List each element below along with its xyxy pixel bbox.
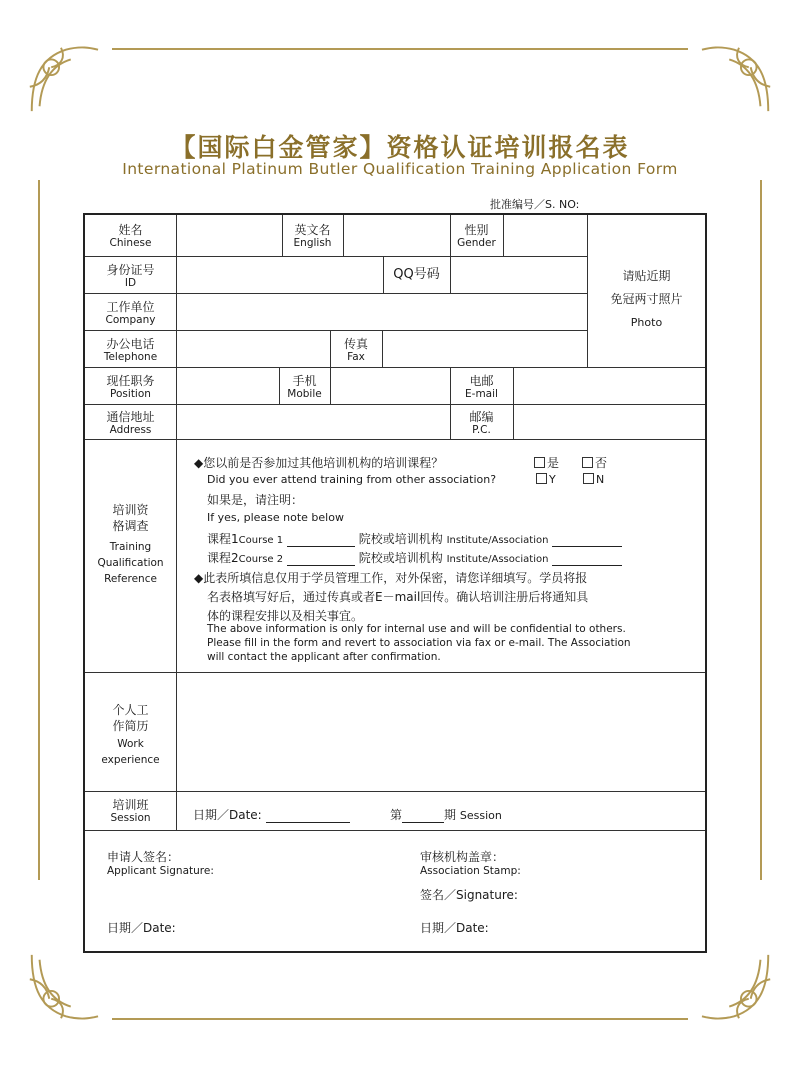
association-date-label: 日期／Date: bbox=[420, 921, 489, 935]
qq-input[interactable] bbox=[451, 257, 587, 293]
corner-ornament-top-left bbox=[22, 38, 100, 116]
association-signature-label: 签名／Signature: bbox=[420, 888, 518, 902]
if-yes-label-cn: 如果是，请注明： bbox=[207, 493, 304, 507]
note-en-line-3: will contact the applicant after confirmation. bbox=[207, 651, 441, 663]
note-cn-line-2: 名表格填写好后，通过传真或者E－mail回传。确认培训注册后将通知具 bbox=[207, 590, 589, 604]
address-input[interactable] bbox=[177, 405, 450, 439]
page-title: 【国际白金管家】资格认证培训报名表 bbox=[170, 133, 630, 162]
name-label: 姓名 Chinese bbox=[109, 223, 152, 249]
address-label: 通信地址 Address bbox=[106, 410, 155, 436]
previous-training-no-cn[interactable]: 否 bbox=[582, 454, 607, 471]
company-label: 工作单位 Company bbox=[105, 300, 156, 326]
postal-code-input[interactable] bbox=[514, 405, 705, 439]
photo-area[interactable]: 请贴近期 免冠两寸照片 Photo bbox=[610, 269, 683, 329]
page-subtitle: International Platinum Butler Qualification Training Application Form bbox=[122, 160, 678, 178]
course-2-input[interactable] bbox=[287, 565, 355, 566]
mobile-label: 手机 Mobile bbox=[287, 374, 322, 400]
fax-input[interactable] bbox=[383, 331, 587, 367]
corner-ornament-bottom-right bbox=[700, 950, 778, 1028]
english-name-input[interactable] bbox=[344, 215, 450, 256]
company-input[interactable] bbox=[177, 294, 587, 330]
training-label: 培训资 格调查 Training Qualification Reference bbox=[97, 503, 164, 585]
name-input[interactable] bbox=[177, 215, 282, 256]
english-name-label: 英文名 English bbox=[293, 223, 332, 249]
work-experience-input[interactable] bbox=[177, 673, 705, 791]
previous-training-yes-en[interactable]: Y bbox=[536, 473, 556, 486]
corner-ornament-top-right bbox=[700, 38, 778, 116]
session-label: 培训班 Session bbox=[110, 798, 151, 824]
previous-training-question-cn: ◆您以前是否参加过其他培训机构的培训课程？ bbox=[194, 456, 444, 470]
applicant-signature-label: 申请人签名： Applicant Signature: bbox=[107, 850, 214, 877]
note-cn-line-1: ◆此表所填信息仅用于学员管理工作，对外保密，请您详细填写。学员将报 bbox=[194, 571, 588, 585]
session-date-row: 日期／Date: bbox=[193, 806, 350, 823]
position-label: 现任职务 Position bbox=[106, 374, 155, 400]
work-experience-label: 个人工 作简历 Work experience bbox=[101, 703, 160, 766]
frame-bottom-line bbox=[112, 1018, 688, 1020]
note-en-line-2: Please fill in the form and revert to association via fax or e-mail. The Association bbox=[207, 637, 631, 649]
note-cn-line-3: 体的课程安排以及相关事宜。 bbox=[207, 609, 364, 623]
session-date-input[interactable] bbox=[266, 822, 350, 823]
telephone-label: 办公电话 Telephone bbox=[103, 337, 158, 363]
session-number-input[interactable] bbox=[402, 822, 444, 823]
frame-left-line bbox=[38, 180, 40, 880]
note-en-line-1: The above information is only for internal use and will be confidential to others. bbox=[207, 623, 626, 635]
id-input[interactable] bbox=[177, 257, 383, 293]
association-stamp-label: 审核机构盖章： Association Stamp: bbox=[420, 850, 521, 877]
fax-label: 传真 Fax bbox=[343, 337, 368, 363]
course-1-row: 课程1Course 1 院校或培训机构 Institute/Association bbox=[207, 530, 622, 547]
id-label: 身份证号 ID bbox=[106, 263, 155, 289]
applicant-date-label: 日期／Date: bbox=[107, 921, 176, 935]
gender-input[interactable] bbox=[504, 215, 587, 256]
email-label: 电邮 E-mail bbox=[465, 374, 498, 400]
application-form bbox=[83, 213, 707, 953]
frame-right-line bbox=[760, 180, 762, 880]
corner-ornament-bottom-left bbox=[22, 950, 100, 1028]
institute-2-input[interactable] bbox=[552, 565, 622, 566]
course-2-row: 课程2Course 2 院校或培训机构 Institute/Association bbox=[207, 549, 622, 566]
position-input[interactable] bbox=[177, 368, 279, 404]
approval-number-label: 批准编号／S. NO: bbox=[490, 198, 580, 211]
frame-top-line bbox=[112, 48, 688, 50]
email-input[interactable] bbox=[514, 368, 705, 404]
telephone-input[interactable] bbox=[177, 331, 330, 367]
postal-code-label: 邮编 P.C. bbox=[469, 410, 494, 436]
qq-label: QQ号码 bbox=[393, 267, 440, 282]
course-1-input[interactable] bbox=[287, 546, 355, 547]
previous-training-yes-cn[interactable]: 是 bbox=[534, 454, 559, 471]
gender-label: 性别 Gender bbox=[457, 223, 496, 249]
session-number-row: 第 期 Session bbox=[390, 808, 502, 822]
previous-training-no-en[interactable]: N bbox=[583, 473, 604, 486]
previous-training-question-en: Did you ever attend training from other association? bbox=[207, 473, 497, 486]
mobile-input[interactable] bbox=[331, 368, 450, 404]
if-yes-label-en: If yes, please note below bbox=[207, 511, 344, 524]
institute-1-input[interactable] bbox=[552, 546, 622, 547]
